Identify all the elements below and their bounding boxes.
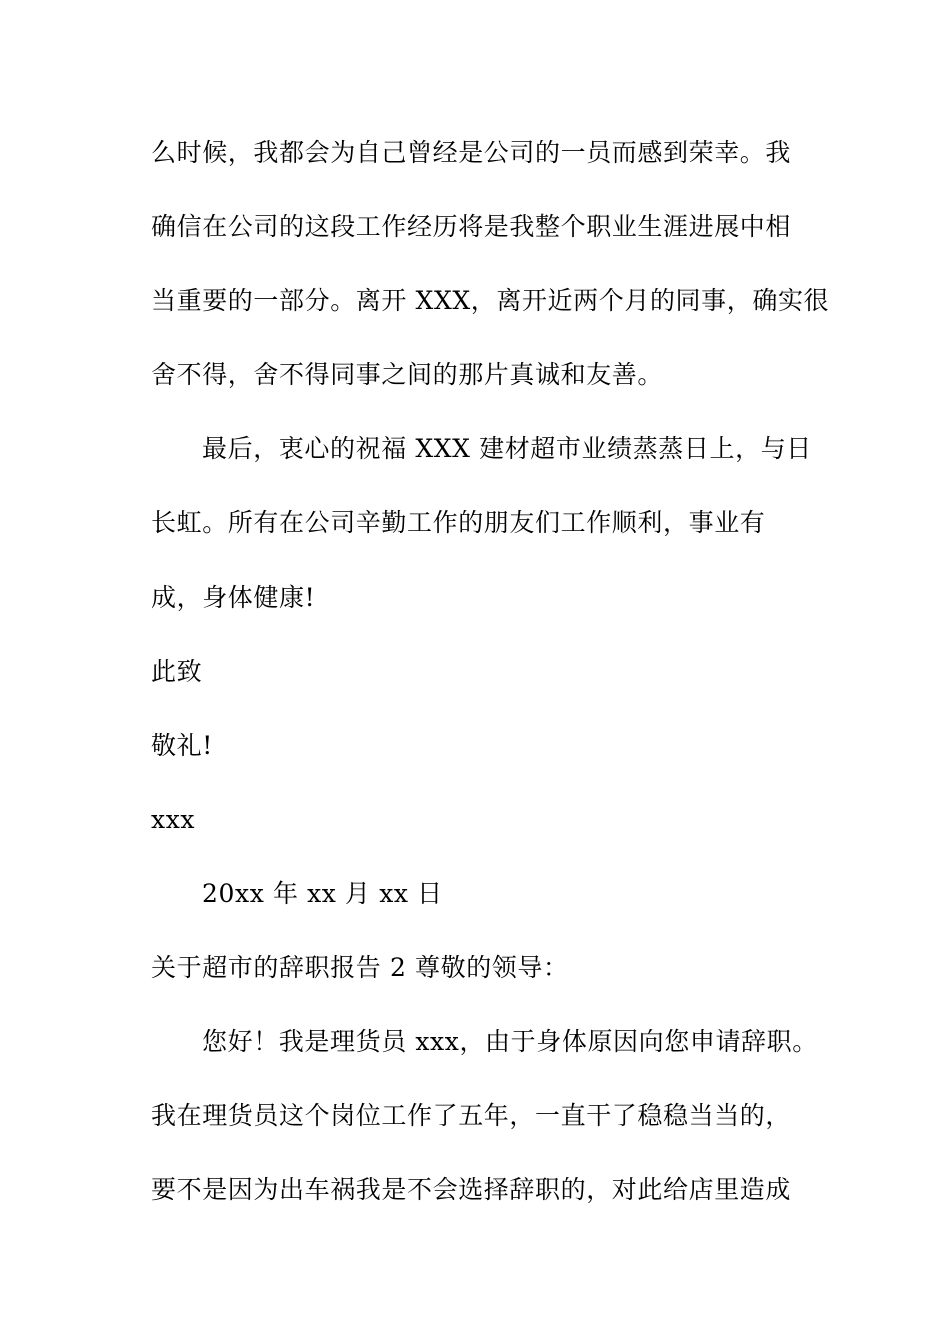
text-line: 要不是因为出车祸我是不会选择辞职的，对此给店里造成 [151, 1175, 792, 1204]
text-line: 您好！我是理货员 xxx，由于身体原因向您申请辞职。 [202, 1027, 818, 1056]
text-line: 么时候，我都会为自己曾经是公司的一员而感到荣幸。我 [151, 138, 792, 167]
signature-line: xxx [151, 805, 196, 834]
text-line: 确信在公司的这段工作经历将是我整个职业生涯进展中相 [151, 212, 792, 241]
text-line: 当重要的一部分。离开 XXX，离开近两个月的同事，确实很 [151, 286, 830, 315]
text-line: 长虹。所有在公司辛勤工作的朋友们工作顺利，事业有 [151, 508, 766, 537]
text-line: 我在理货员这个岗位工作了五年，一直干了稳稳当当的， [151, 1101, 792, 1130]
text-line: 舍不得，舍不得同事之间的那片真诚和友善。 [151, 360, 664, 389]
text-line: 最后，衷心的祝福 XXX 建材超市业绩蒸蒸日上，与日 [202, 434, 812, 463]
salutation-line: 此致 [151, 657, 203, 686]
date-line: 20xx 年 xx 月 xx 日 [202, 879, 443, 908]
salutation-line: 敬礼! [151, 731, 213, 760]
heading-line: 关于超市的辞职报告 2 尊敬的领导： [151, 953, 569, 982]
text-line: 成，身体健康! [151, 583, 316, 612]
